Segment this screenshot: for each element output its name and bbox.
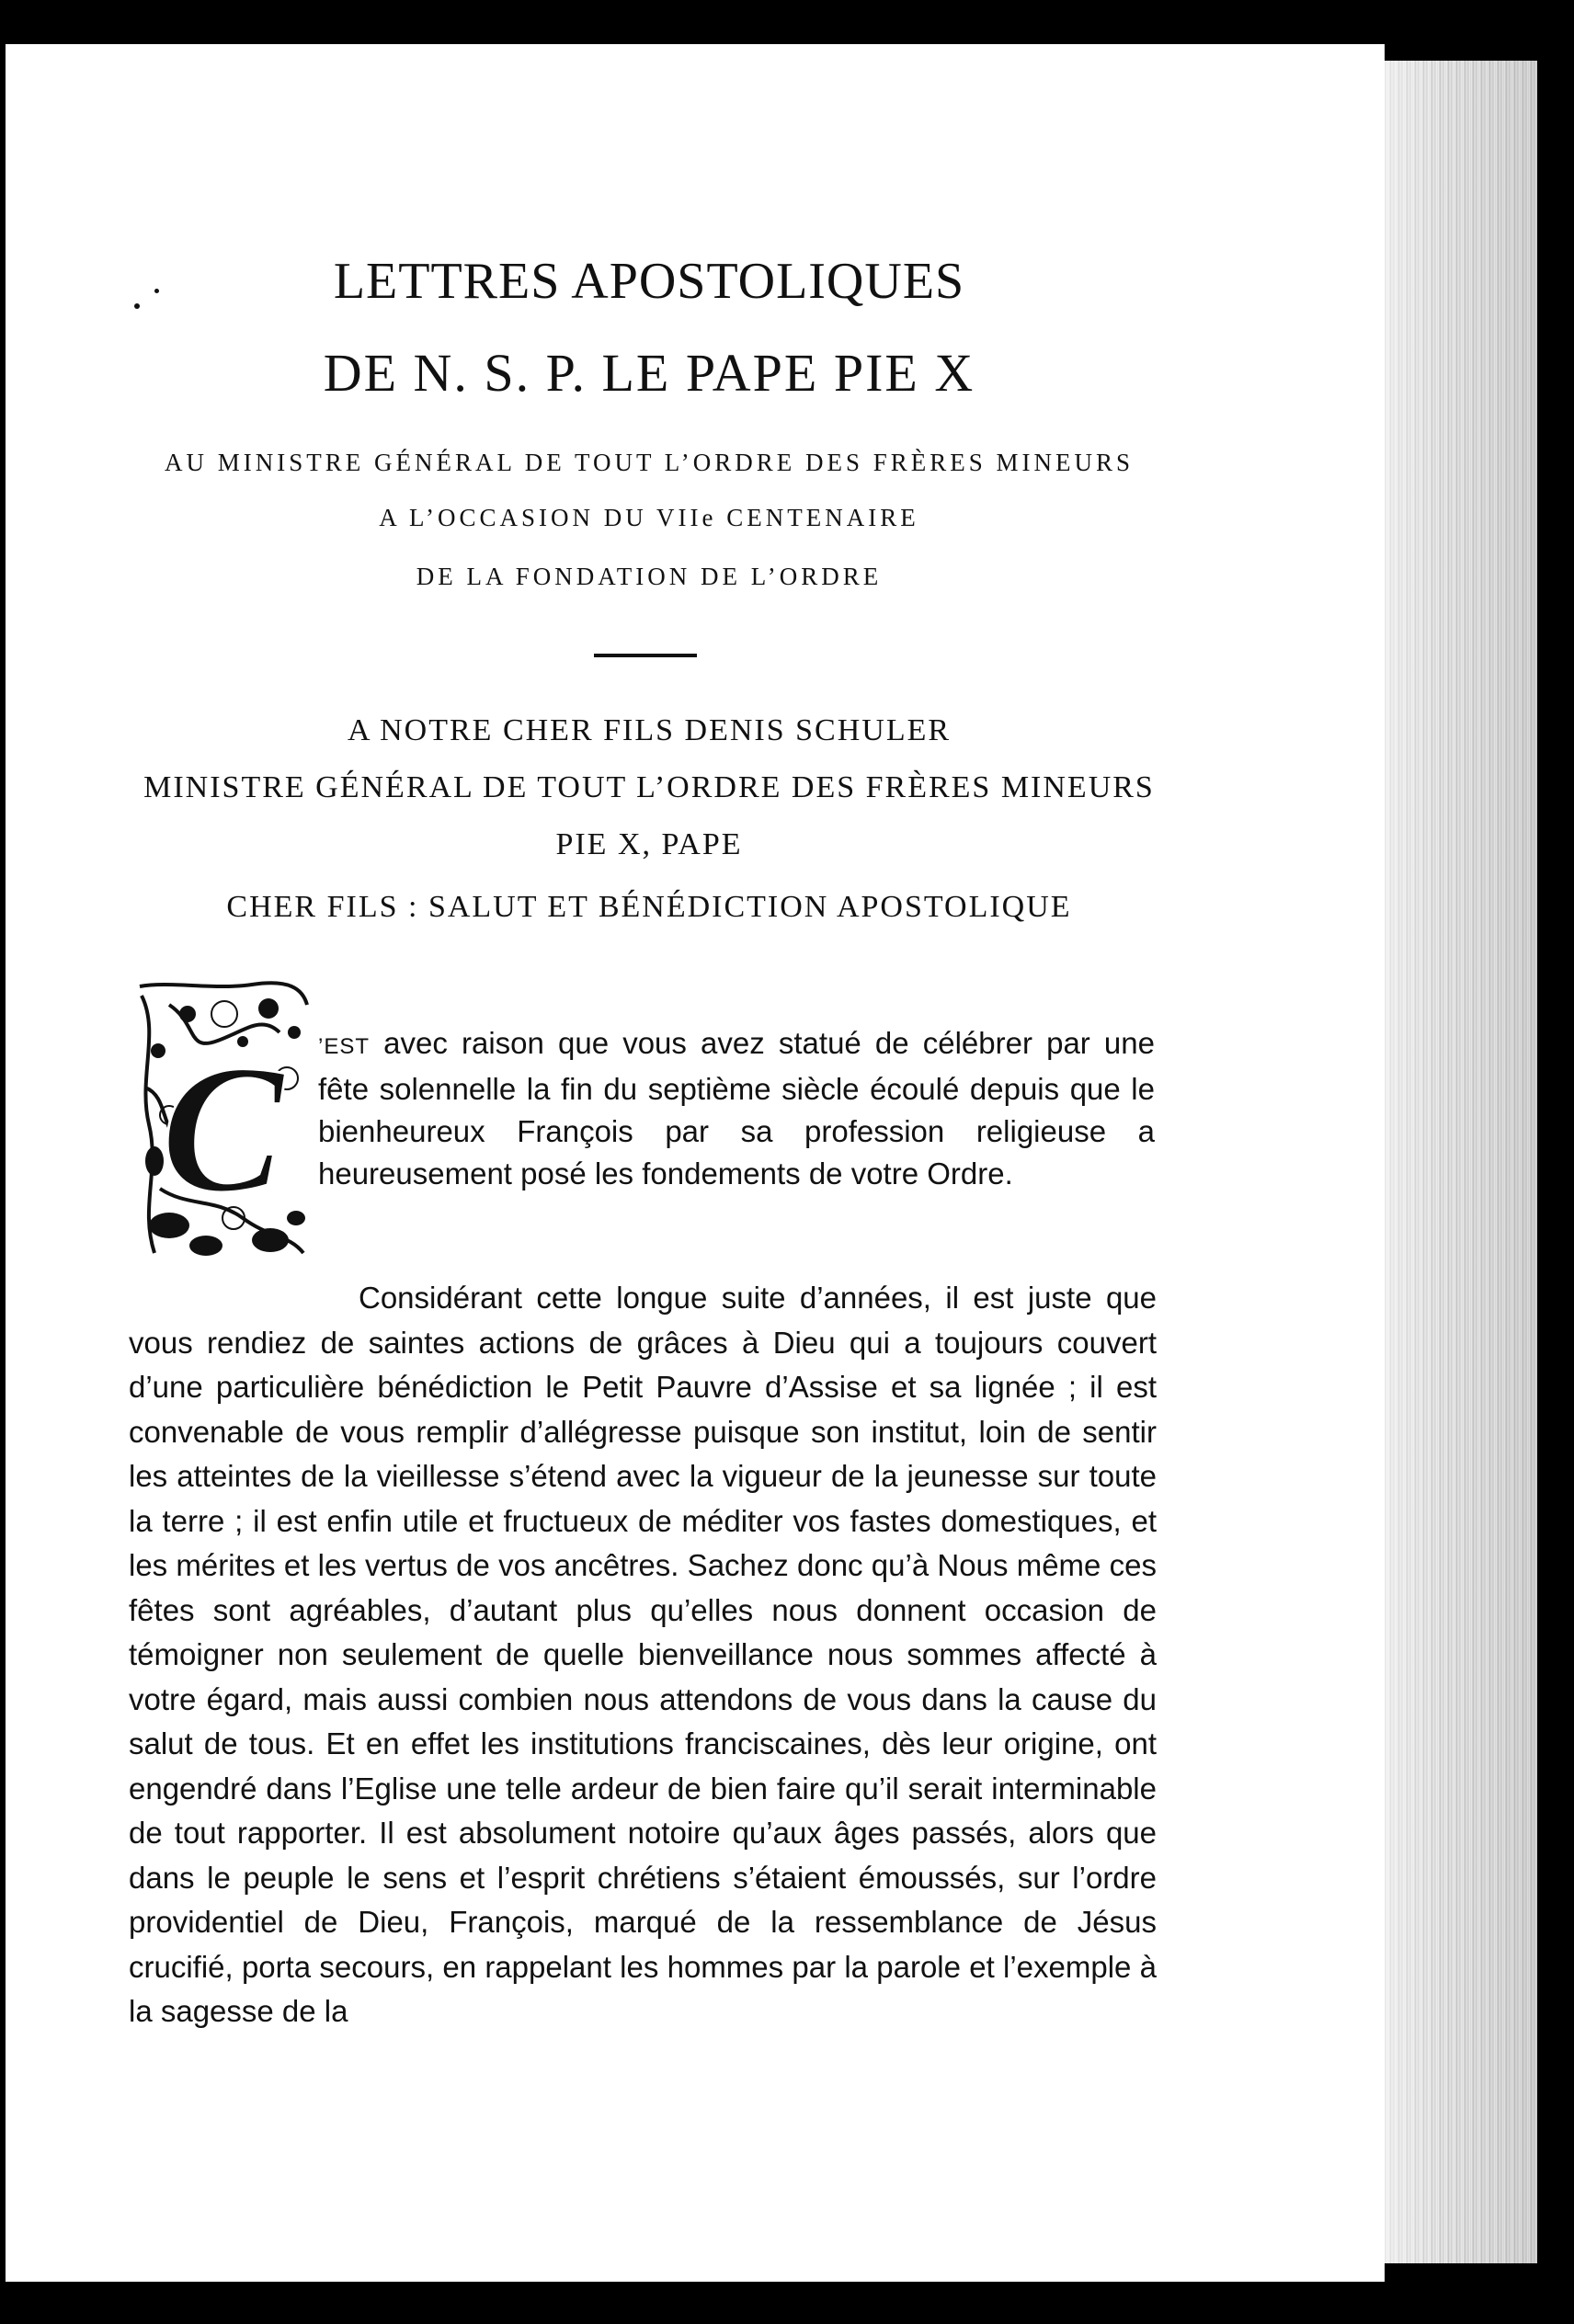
page-edges	[1379, 61, 1537, 2263]
address-line-2: MINISTRE GÉNÉRAL DE TOUT L’ORDRE DES FRÈRES MINEURS	[143, 770, 1155, 804]
salutation: CHER FILS : SALUT ET BÉNÉDICTION APOSTOLIQUE	[226, 890, 1072, 924]
second-paragraph: Considérant cette longue suite d’années, il est juste que vous rendiez de saintes actions de grâces à Dieu qui a toujours couvert d’une particulière bénédiction le Petit Pauvre d’Assise et sa lignée ; il est convenable de vous remplir d’allégresse puisque son institut, loin de sentir les atteintes de la vieillesse s’étend avec la vigueur de la jeunesse sur toute la terre ; il est enfin utile et fructueux de méditer vos fastes domestiques, et les mérites et les vertus de vos ancêtres. Sachez donc qu’à Nous même ces fêtes sont agréables, d’autant plus qu’elles nous donnent occasion de témoigner non seulement de quelle bienveillance nous sommes affecté à votre égard, mais aussi combien nous attendons de vous dans la cause du salut de tous. Et en effet les institutions franciscaines, dès leur origine, ont engendré dans l’Eglise une telle ardeur de bien faire qu’il serait interminable de tout rapporter. Il est absolument notoire qu’aux âges passés, alors que dans le peuple le sens et l’esprit chrétiens s’étaient émoussés, sur l’ordre providentiel de Dieu, François, marqué de la ressemblance de Jésus crucifié, porta secours, en rappelant les hommes par la parole et l’exemple à la sagesse de la	[129, 1281, 1157, 2028]
section-divider	[594, 654, 697, 657]
title-line-2: DE N. S. P. LE PAPE PIE X	[323, 343, 975, 403]
address-line-1: A NOTRE CHER FILS DENIS SCHULER	[347, 713, 952, 747]
subtitle-line-3: DE LA FONDATION DE L’ORDRE	[416, 563, 883, 590]
subtitle-line-2: A L’OCCASION DU VIIe CENTENAIRE	[379, 504, 919, 531]
drop-cap-letter: C	[161, 1028, 284, 1231]
scan-speck	[154, 289, 159, 293]
ornamental-drop-cap	[132, 977, 313, 1273]
address-line-3: PIE X, PAPE	[555, 827, 743, 861]
first-paragraph-text: avec raison que vous avez statué de célébrer par une fête solennelle la fin du septième siècle écoulé depuis que le bienheureux François par sa profession religieuse a heureusement posé les fondements de votre Ordre.	[318, 1026, 1155, 1190]
first-word-caps: ’EST	[318, 1034, 371, 1059]
scan-speck	[134, 303, 140, 309]
first-paragraph	[318, 1022, 1155, 1195]
title-line-1: LETTRES APOSTOLIQUES	[333, 253, 965, 310]
document-page	[6, 44, 1385, 2282]
subtitle-line-1: AU MINISTRE GÉNÉRAL DE TOUT L’ORDRE DES FRÈRES MINEURS	[164, 449, 1135, 476]
